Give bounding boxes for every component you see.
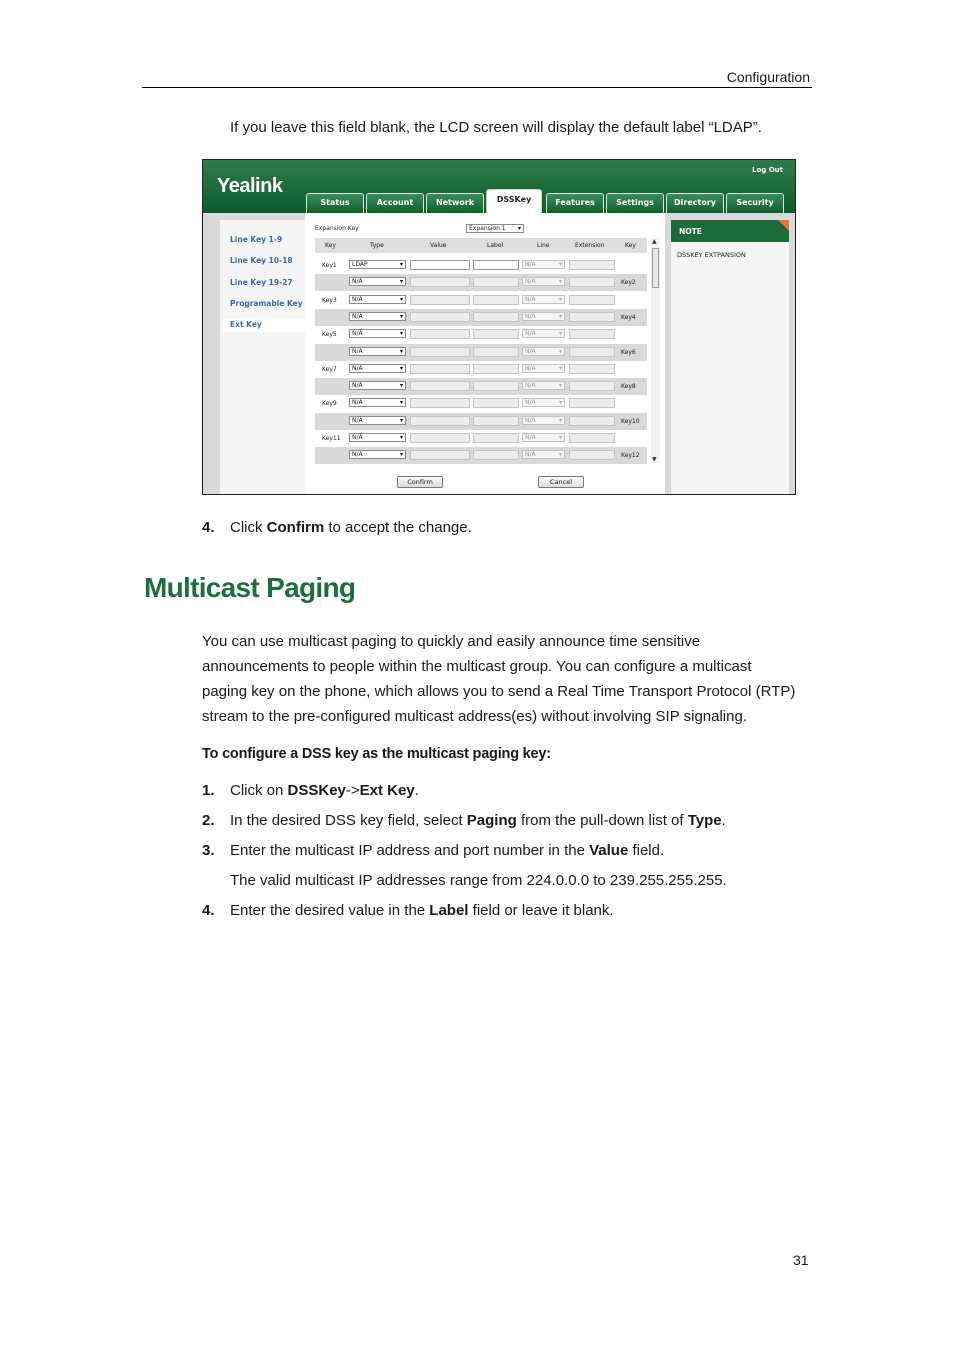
scroll-up-icon[interactable]: ▲ bbox=[652, 238, 657, 245]
label-field[interactable] bbox=[473, 381, 519, 391]
type-select[interactable]: N/A ▾ bbox=[349, 347, 406, 356]
page-number: 31 bbox=[793, 1252, 809, 1268]
label-field[interactable] bbox=[473, 312, 519, 322]
key-right-label: Key6 bbox=[621, 348, 636, 356]
step-text: Click Confirm to accept the change. bbox=[230, 519, 472, 536]
tab-settings[interactable]: Settings bbox=[606, 193, 664, 213]
table-row bbox=[315, 361, 647, 378]
sidebar-item-programable-key[interactable]: Programable Key bbox=[230, 299, 303, 308]
body-line: stream to the pre-configured multicast address(es) without involving SIP signaling. bbox=[202, 708, 747, 725]
step-number: 4. bbox=[202, 519, 215, 536]
value-field[interactable] bbox=[410, 295, 470, 305]
tab-account[interactable]: Account bbox=[366, 193, 424, 213]
extension-field[interactable] bbox=[569, 450, 615, 460]
key-right-label: Key8 bbox=[621, 383, 636, 391]
yealink-logo: Yealink bbox=[217, 175, 283, 197]
col-extension: Extension bbox=[575, 242, 605, 249]
note-corner-icon bbox=[778, 220, 789, 231]
line-select[interactable]: N/A ▾ bbox=[522, 329, 565, 338]
web-ui-screenshot bbox=[202, 159, 796, 495]
table-row bbox=[315, 430, 647, 447]
key-right-label: Key2 bbox=[621, 279, 636, 287]
value-field[interactable] bbox=[410, 329, 470, 339]
tab-security[interactable]: Security bbox=[726, 193, 784, 213]
logout-link[interactable]: Log Out bbox=[752, 166, 783, 174]
grid-scrollbar[interactable] bbox=[651, 238, 660, 463]
section-body bbox=[202, 629, 814, 729]
line-select[interactable]: N/A ▾ bbox=[522, 312, 565, 321]
value-field[interactable] bbox=[410, 260, 470, 270]
note-title: NOTE bbox=[679, 227, 702, 236]
label-field[interactable] bbox=[473, 416, 519, 426]
sidebar-item-line-key-1-9[interactable]: Line Key 1-9 bbox=[230, 235, 283, 244]
note-body: DSSKEY EXTPANSION bbox=[671, 242, 789, 495]
extension-field[interactable] bbox=[569, 398, 615, 408]
step-text: Enter the multicast IP address and port number in the Value field. bbox=[230, 842, 665, 859]
type-select[interactable]: N/A ▾ bbox=[349, 277, 406, 286]
label-field[interactable] bbox=[473, 347, 519, 357]
tab-network[interactable]: Network bbox=[426, 193, 484, 213]
step-number: 2. bbox=[202, 812, 215, 829]
value-field[interactable] bbox=[410, 416, 470, 426]
col-line: Line bbox=[537, 242, 550, 249]
type-select[interactable]: N/A ▾ bbox=[349, 329, 406, 338]
step-number: 4. bbox=[202, 902, 215, 919]
tab-status[interactable]: Status bbox=[306, 193, 364, 213]
sidebar-item-line-key-10-18[interactable]: Line Key 10-18 bbox=[230, 256, 293, 265]
step-text: Enter the desired value in the Label field or leave it blank. bbox=[230, 902, 614, 919]
label-field[interactable] bbox=[473, 295, 519, 305]
label-field[interactable] bbox=[473, 433, 519, 443]
col-value: Value bbox=[430, 242, 447, 249]
label-field[interactable] bbox=[473, 329, 519, 339]
section-title: Multicast Paging bbox=[144, 572, 356, 603]
label-field[interactable] bbox=[473, 398, 519, 408]
type-select[interactable]: N/A ▾ bbox=[349, 416, 406, 425]
value-field[interactable] bbox=[410, 450, 470, 460]
key-left-label: Key7 bbox=[322, 365, 337, 373]
step-number: 1. bbox=[202, 782, 215, 799]
extension-field[interactable] bbox=[569, 381, 615, 391]
extension-field[interactable] bbox=[569, 260, 615, 270]
value-field[interactable] bbox=[410, 381, 470, 391]
extension-field[interactable] bbox=[569, 329, 615, 339]
key-right-label: Key10 bbox=[621, 417, 640, 425]
value-field[interactable] bbox=[410, 398, 470, 408]
key-left-label: Key5 bbox=[322, 331, 337, 339]
col-key-right: Key bbox=[625, 242, 636, 249]
sidebar-item-ext-key[interactable]: Ext Key bbox=[223, 318, 305, 332]
col-type: Type bbox=[370, 242, 384, 249]
table-row bbox=[315, 378, 647, 395]
step-text: In the desired DSS key field, select Paging from the pull-down list of Type. bbox=[230, 812, 726, 829]
extension-field[interactable] bbox=[569, 277, 615, 287]
header-section-title: Configuration bbox=[726, 69, 810, 85]
tab-directory[interactable]: Directory bbox=[666, 193, 724, 213]
type-select[interactable]: LDAP ▾ bbox=[349, 260, 406, 269]
value-field[interactable] bbox=[410, 347, 470, 357]
procedure-title: To configure a DSS key as the multicast paging key: bbox=[202, 746, 551, 762]
line-select[interactable]: N/A ▾ bbox=[522, 347, 565, 356]
col-label: Label bbox=[487, 242, 504, 249]
line-select[interactable]: N/A ▾ bbox=[522, 398, 565, 407]
value-field[interactable] bbox=[410, 364, 470, 374]
scroll-down-icon[interactable]: ▼ bbox=[652, 456, 657, 463]
table-row bbox=[315, 274, 647, 291]
table-row bbox=[315, 395, 647, 412]
table-row bbox=[315, 447, 647, 464]
table-row bbox=[315, 326, 647, 343]
value-field[interactable] bbox=[410, 277, 470, 287]
sidebar bbox=[213, 213, 305, 495]
tab-features[interactable]: Features bbox=[546, 193, 604, 213]
value-field[interactable] bbox=[410, 433, 470, 443]
line-select[interactable]: N/A ▾ bbox=[522, 433, 565, 442]
extension-field[interactable] bbox=[569, 295, 615, 305]
label-field[interactable] bbox=[473, 364, 519, 374]
line-select[interactable]: N/A ▾ bbox=[522, 364, 565, 373]
expansion-select[interactable]: Expansion 1 ▾ bbox=[466, 224, 524, 233]
extension-field[interactable] bbox=[569, 347, 615, 357]
type-select[interactable]: N/A ▾ bbox=[349, 364, 406, 373]
col-key: Key bbox=[325, 242, 336, 249]
step-text: Click on DSSKey->Ext Key. bbox=[230, 782, 419, 799]
type-select[interactable]: N/A ▾ bbox=[349, 450, 406, 459]
line-select[interactable]: N/A ▾ bbox=[522, 277, 565, 286]
type-select[interactable]: N/A ▾ bbox=[349, 433, 406, 442]
extension-field[interactable] bbox=[569, 312, 615, 322]
line-select[interactable]: N/A ▾ bbox=[522, 260, 565, 269]
label-field[interactable] bbox=[473, 450, 519, 460]
tab-dsskey[interactable]: DSSKey bbox=[486, 189, 542, 213]
value-field[interactable] bbox=[410, 312, 470, 322]
type-select[interactable]: N/A ▾ bbox=[349, 295, 406, 304]
step-note-text: The valid multicast IP addresses range from 224.0.0.0 to 239.255.255.255. bbox=[230, 872, 727, 889]
type-select[interactable]: N/A ▾ bbox=[349, 381, 406, 390]
extension-field[interactable] bbox=[569, 364, 615, 374]
note-header bbox=[671, 220, 789, 242]
line-select[interactable]: N/A ▾ bbox=[522, 381, 565, 390]
ext-key-panel bbox=[305, 213, 665, 495]
type-select[interactable]: N/A ▾ bbox=[349, 398, 406, 407]
cancel-button[interactable]: Cancel bbox=[538, 476, 584, 488]
line-select[interactable]: N/A ▾ bbox=[522, 295, 565, 304]
line-select[interactable]: N/A ▾ bbox=[522, 416, 565, 425]
key-right-label: Key12 bbox=[621, 452, 640, 460]
body-line: You can use multicast paging to quickly and easily announce time sensitive bbox=[202, 633, 701, 650]
expansion-key-label: Expansion Key bbox=[315, 225, 359, 232]
extension-field[interactable] bbox=[569, 433, 615, 443]
table-row bbox=[315, 257, 647, 274]
scroll-thumb[interactable] bbox=[652, 248, 659, 288]
body-line: announcements to people within the multicast group. You can configure a multicast bbox=[202, 658, 752, 675]
sidebar-item-line-key-19-27[interactable]: Line Key 19-27 bbox=[230, 278, 293, 287]
intro-paragraph: If you leave this field blank, the LCD screen will display the default label “LDAP”. bbox=[230, 119, 762, 136]
running-header bbox=[142, 68, 812, 88]
key-right-label: Key4 bbox=[621, 313, 636, 321]
grid-header bbox=[315, 238, 647, 253]
step-number: 3. bbox=[202, 842, 215, 859]
confirm-button[interactable]: Confirm bbox=[397, 476, 443, 488]
type-select[interactable]: N/A ▾ bbox=[349, 312, 406, 321]
label-field[interactable] bbox=[473, 277, 519, 287]
table-row bbox=[315, 292, 647, 309]
key-left-label: Key9 bbox=[322, 400, 337, 408]
label-field[interactable] bbox=[473, 260, 519, 270]
key-left-label: Key1 bbox=[322, 262, 337, 269]
body-line: paging key on the phone, which allows you to send a Real Time Transport Protocol (RTP) bbox=[202, 683, 796, 700]
line-select[interactable]: N/A ▾ bbox=[522, 450, 565, 459]
table-row bbox=[315, 309, 647, 326]
key-left-label: Key11 bbox=[322, 435, 341, 442]
extension-field[interactable] bbox=[569, 416, 615, 426]
table-row bbox=[315, 413, 647, 430]
key-left-label: Key3 bbox=[322, 296, 337, 304]
table-row bbox=[315, 344, 647, 361]
